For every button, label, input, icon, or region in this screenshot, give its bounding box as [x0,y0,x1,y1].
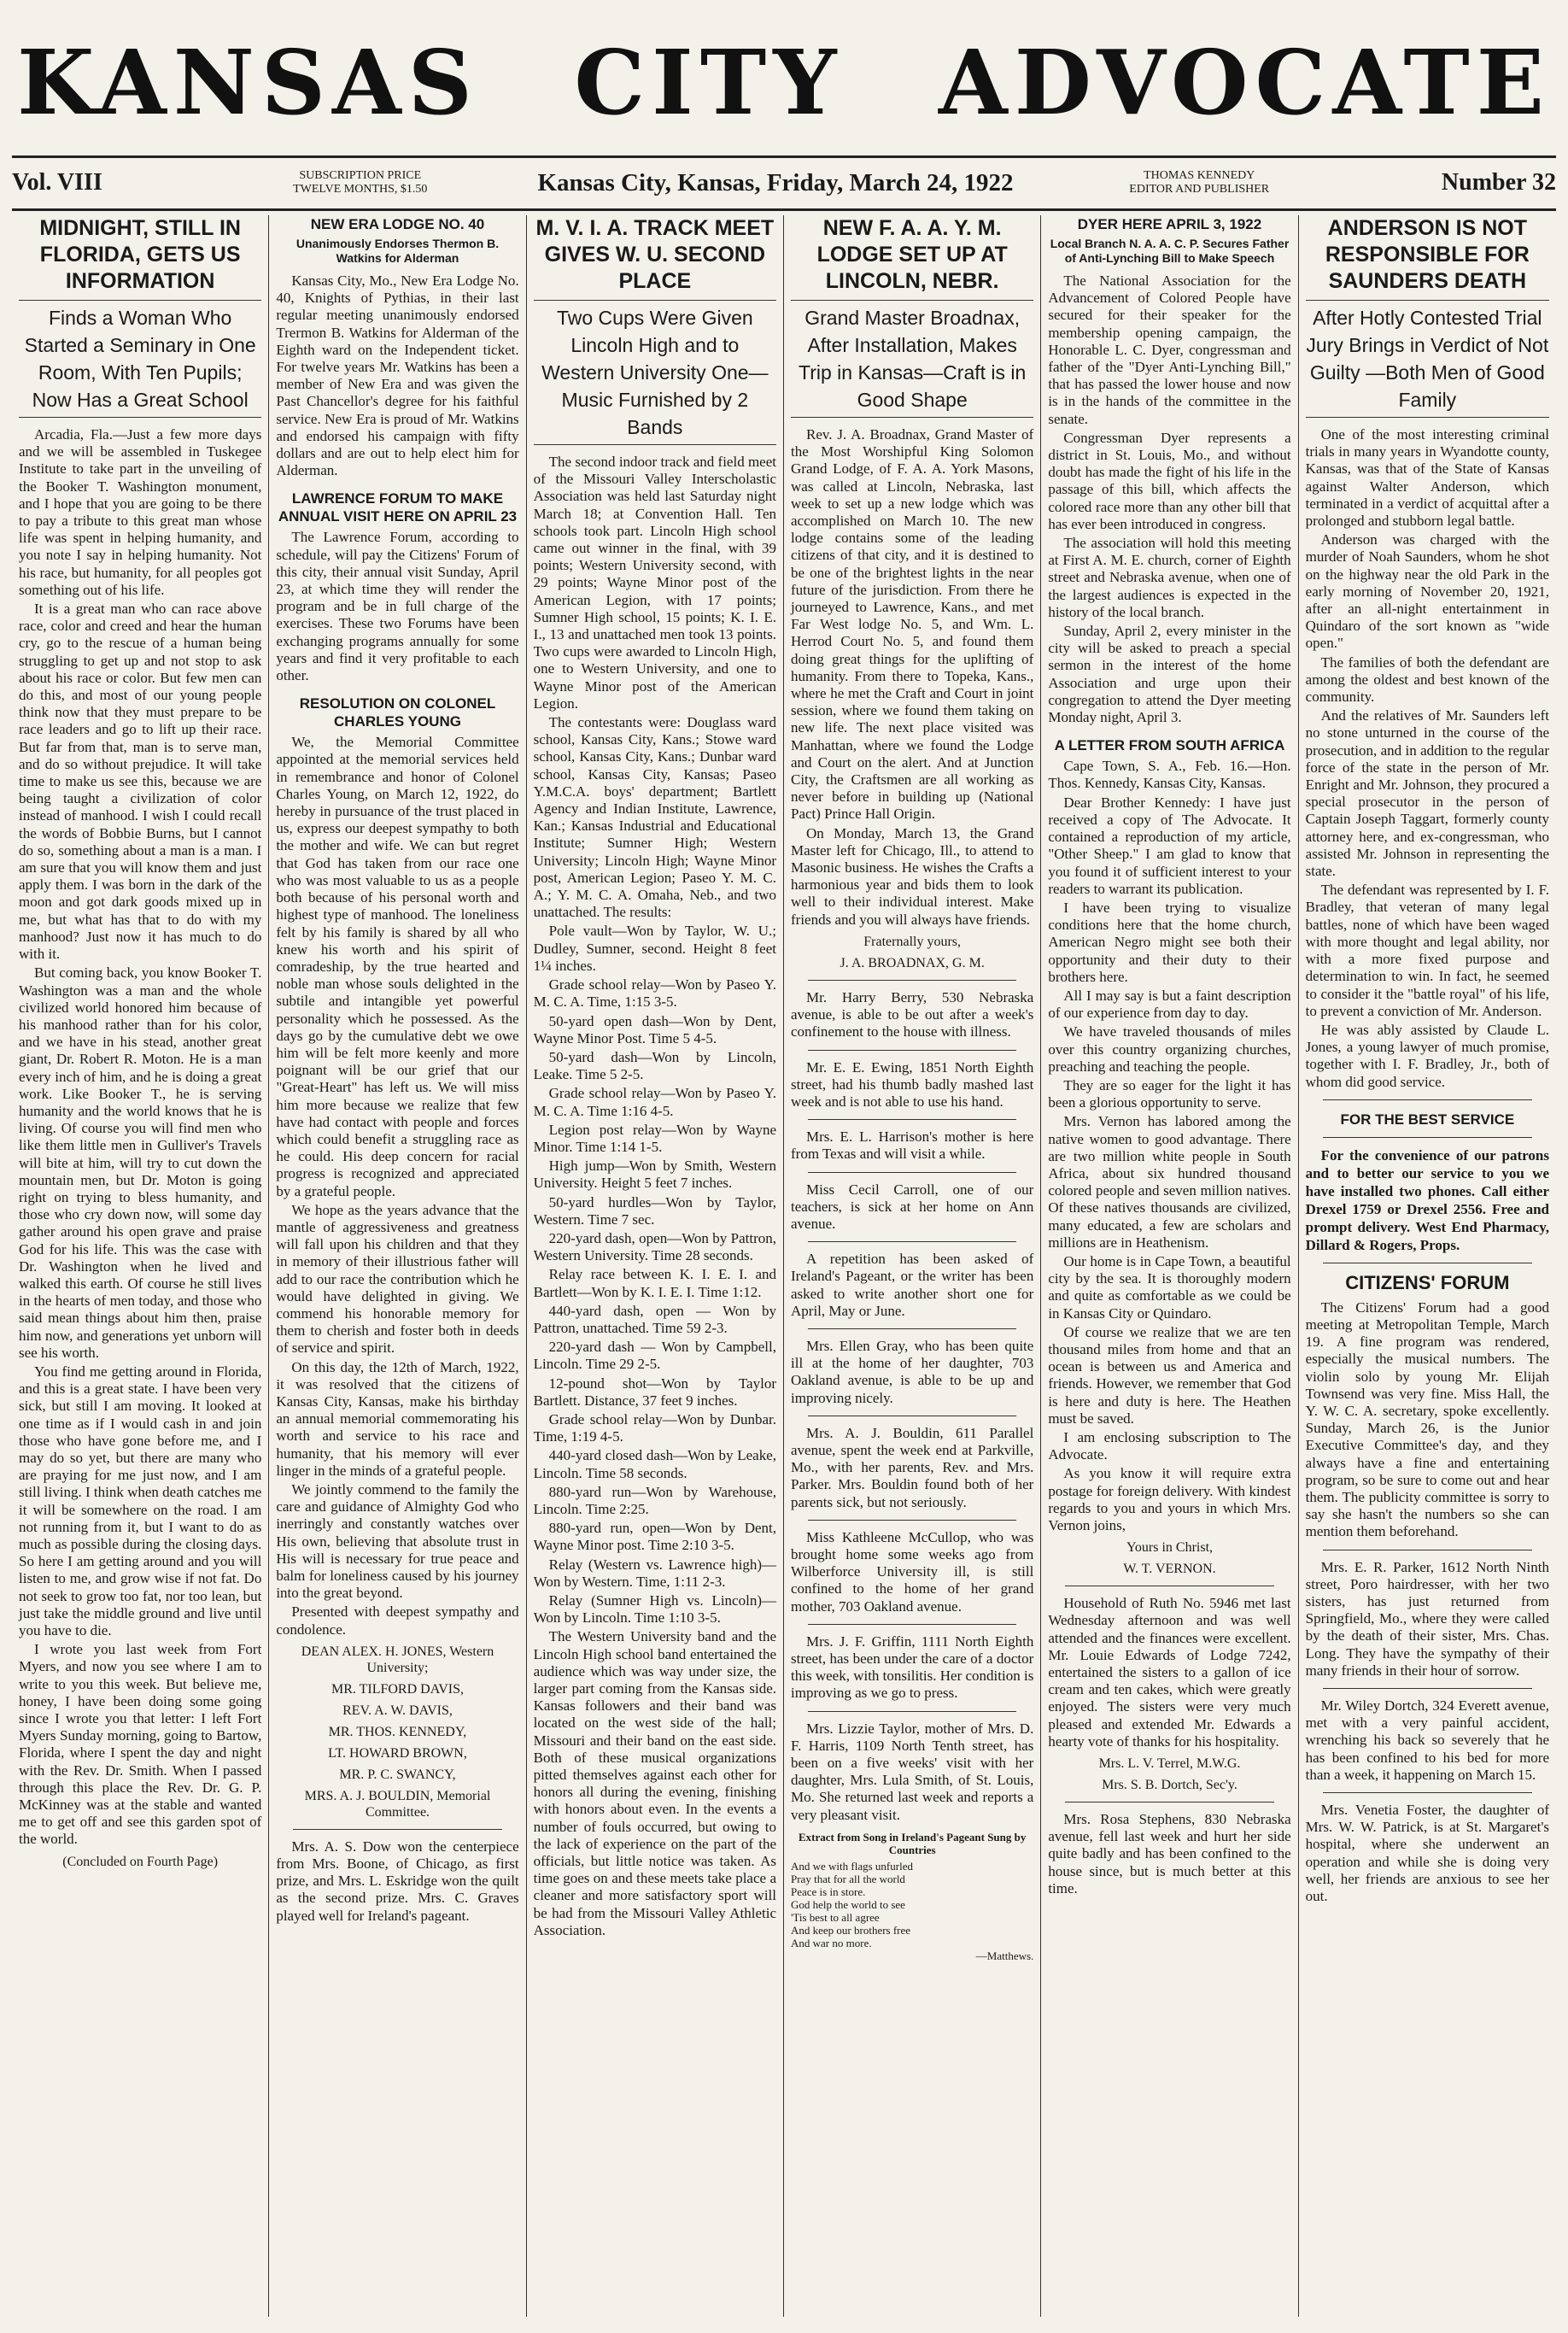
paragraph: As you know it will require extra postage for foreign delivery. With kindest regards to you and yours in which Mrs. Vernon joins, [1048,1465,1291,1534]
service-notice: For the convenience of our patrons and to better our service to you we have installed two phones. Call either Drexel 1759 or Drexel 2556. Free and prompt delivery. West End Pharmacy, Dillard & Rogers, Props. [1305,1146,1549,1253]
headline-anderson: ANDERSON IS NOT RESPONSIBLE FOR SAUNDERS DEATH [1325,216,1530,293]
song-line: Pray that for all the world [791,1872,905,1885]
result-line: 50-yard hurdles—Won by Taylor, Western. Time 7 sec. [533,1193,776,1228]
signature-name: J. A. BROADNAX, G. M. [840,955,985,970]
result-line: Grade school relay—Won by Paseo Y. M. C. A. Time 1:16 4-5. [533,1085,776,1119]
divider [808,1241,1016,1242]
paragraph: Sunday, April 2, every minister in the city will be asked to preach a special sermon in the interest of the home Association and urge upon their congregation to attend the Dyer meeting Monday night, April 3. [1048,623,1291,726]
paragraph: We, the Memorial Committee appointed at the memorial services held in remembrance and honor of Colonel Charles Young, on March 12, 1922, do hereby in pursuance of the trust placed in us, express our deepest sympathy to both the mother and wife. We can but regret that God has taken from our race one who was most valuable to us as a people both because of his personal worth and highest type of manhood. The loneliness felt by his family is shared by all who knew his worth and his spirit of comradeship, by the true hearted and noble man whose souls delighted in the subtile and intangible yet powerful personality which he possessed. As the days go by the cumulative debt we owe him will be felt more keenly and more poignant will be our grief that our "Great-Heart" has left us. We will miss him more because we realize that few have had contact with people and forces which could benefit a struggling race as he could. His deep concern for racial progress is recognized and appreciated by a grateful people. [276,734,519,1199]
paragraph: On Monday, March 13, the Grand Master left for Chicago, Ill., to attend to Masonic business. He wishes the Crafts a harmonious year and bids them to look well to their individual interest. Make friends and you will always have friends. [791,824,1034,928]
headline-citizens-forum: CITIZENS' FORUM [1345,1271,1510,1293]
paragraph: One of the most interesting criminal trials in many years in Wyandotte county, Kansas, was that of the State of Kansas against Walter Anderson, which terminated in a verdict of acquittal after a prolonged and stubborn legal battle. [1305,426,1549,530]
paragraph: Of course we realize that we are ten thousand miles from home and that an ocean is between us and America and friends. However, we remember that God is here and duty is here. The Heathen must be saved. [1048,1323,1291,1427]
divider [808,1328,1016,1329]
headline-midnight: MIDNIGHT, STILL IN FLORIDA, GETS US INFORMATION [39,216,241,293]
paragraph: The Citizens' Forum had a good meeting at Metropolitan Temple, March 19. A fine program was rendered, especially the musical numbers. The violin solo by young Mr. Elijah Townsend was very fine. Miss Hall, the Y. W. C. A. secretary, spoke excellently. Sunday, March 26, is the Junior Executive Committee's day, and they always have a fine and entertaining program, so be sure to come out and hear them. The publicity committee is sorry to say she hasn't the numbers so she can mention them beforehand. [1305,1298,1549,1540]
result-line: Relay (Western vs. Lawrence high)—Won by Western. Time, 1:11 2-3. [533,1556,776,1590]
masthead-word-kansas: KANSAS [17,30,479,135]
paragraph: I have been trying to visualize conditions here that the home church, American Negro might see both their opportunity and their duty to their brothers here. [1048,899,1291,985]
paragraph: On this day, the 12th of March, 1922, it was resolved that the citizens of Kansas City, Kansas, make his birthday an annual memorial commemorating his worth and service to his race and humanity, that his memory will ever linger in the minds of a grateful people. [276,1358,519,1479]
paragraph: The second indoor track and field meet of the Missouri Valley Interscholastic Association was held last Saturday night March 18; at Convention Hall. Ten schools took part. Lincoln High school came out winner in the final, with 39 points; Western University second, with 29 points; Wayne Minor post of the American Legion, with 17 points; Sumner High school, 15 points; K. I. E. I., 13 and unattached men took 13 points. Two cups were awarded to Lincoln High, one to Western University, and one to Wayne Minor post of the American Legion. [533,454,776,712]
paragraph: Presented with deepest sympathy and condolence. [276,1603,519,1638]
paragraph: The National Association for the Advancement of Colored People have secured for their speaker for the membership opening campaign, the Honorable L. C. Dyer, congressman and father of the "Dyer Anti-Lynching Bill," that has passed the lower house and now is in the hands of the committee in the senate. [1048,273,1291,427]
signature-line: Fraternally yours, [863,934,962,949]
masthead-word-city: CITY [574,30,844,135]
divider [1065,1802,1273,1803]
paragraph: I am enclosing subscription to The Advocate. [1048,1429,1291,1463]
result-line: 220-yard dash — Won by Campbell, Lincoln. Time 29 2-5. [533,1339,776,1373]
masthead-rule-top [12,155,1556,158]
result-line: Grade school relay—Won by Paseo Y. M. C. A. Time, 1:15 3-5. [533,976,776,1011]
result-line: 12-pound shot—Won by Taylor Bartlett. Distance, 37 feet 9 inches. [533,1375,776,1409]
divider [808,980,1016,981]
divider [808,1520,1016,1521]
subscription-price [266,169,454,196]
column-4 [784,215,1041,2317]
editor-credit [1097,169,1302,196]
headline-resolution: RESOLUTION ON COLONEL CHARLES YOUNG [299,695,496,730]
headline-dyer: DYER HERE APRIL 3, 1922 [1077,216,1262,232]
paragraph: We hope as the years advance that the mantle of aggressiveness and greatness will fall upon his children and that they in memory of their illustrious father will add to our race the contribution which he would have delighted in giving. We commend his honorable memory for them to cherish and foster both in deeds of service and spirit. [276,1201,519,1357]
columns [12,215,1556,2317]
editor-line-1: THOMAS KENNEDY [1144,169,1255,182]
signature-name: W. T. VERNON. [1123,1562,1216,1577]
deck-track-meet: Two Cups Were Given Lincoln High and to Western University One—Music Furnished by 2 Bands [534,300,776,445]
paragraph: Mr. Wiley Dortch, 324 Everett avenue, met with a very painful accident, wrenching his back so severely that he has been confined to his bed for more than a week, it happening on March 15. [1305,1697,1549,1783]
paragraph: Kansas City, Mo., New Era Lodge No. 40, Knights of Pythias, in their last regular meeting unanimously endorsed Trermon B. Watkins for Alderman of the Eighth ward on the Independent ticket. For twelve years Mr. Watkins has been a member of New Era and was given the Past Chancellor's degree for his faithful service. New Era is proud of Mr. Watkins and endorsed his campaign with fifty dollars and are out to help elect him for Alderman. [276,273,519,479]
editor-line-2: EDITOR AND PUBLISHER [1129,183,1270,196]
column-3 [527,215,784,2317]
result-line: 440-yard closed dash—Won by Leake, Lincoln. Time 58 seconds. [533,1447,776,1481]
headline-south-africa: A LETTER FROM SOUTH AFRICA [1054,737,1285,754]
headline-lawrence-forum: LAWRENCE FORUM TO MAKE ANNUAL VISIT HERE ON APRIL 23 [278,490,518,525]
result-line: 440-yard dash, open — Won by Pattron, unattached. Time 59 2-3. [533,1302,776,1336]
result-line: 880-yard run, open—Won by Dent, Wayne Minor post. Time 2:10 3-5. [533,1520,776,1554]
song-line: And we with flags unfurled [791,1859,913,1873]
result-line: 880-yard run—Won by Warehouse, Lincoln. Time 2:25. [533,1483,776,1517]
signer: MR. THOS. KENNEDY, [328,1724,467,1739]
paragraph: He was ably assisted by Claude L. Jones, a young lawyer of much promise, together with I. F. Bradley, Jr., both of whom did good service. [1305,1021,1549,1090]
divider [293,1829,501,1830]
song-title: Extract from Song in Ireland's Pageant Sung by Countries [798,1830,1027,1856]
divider [1323,1137,1532,1138]
masthead-word-advocate: ADVOCATE [939,30,1551,135]
paragraph: Mrs. Venetia Foster, the daughter of Mrs. W. W. Patrick, is at St. Margaret's hospital, where she underwent an operation and while she is doing very well, her friends are anxious to see her out. [1305,1802,1549,1905]
headline-new-era-lodge: NEW ERA LODGE NO. 40 [310,216,485,232]
deck-lodge-lincoln: Grand Master Broadnax, After Installation, Makes Trip in Kansas—Craft is in Good Shape [791,300,1033,418]
paragraph: The Western University band and the Lincoln High school band entertained the audience which was way under size, the larger part coming from the Kansas side. Kansas followers and their band was located on the west side of the hall; Missouri and their band on the east side. Both of these musical organizations pitted themselves against each other for honors all during the evening, finishing with honors about even. In the events a number of fouls occurred, but owing to the lack of experience on the part of the officials, but little notice was taken. As time goes on and these meets take place a cleaner and more satisfactory sport will be had from the Missouri Valley Athletic Association. [533,1628,776,1938]
song-author: —Matthews. [975,1949,1034,1962]
news-item: Mrs. Ellen Gray, who has been quite ill at the home of her daughter, 703 Oakland avenue, is able to be up and improving nicely. [791,1337,1034,1406]
column-5 [1041,215,1298,2317]
result-line: Grade school relay—Won by Dunbar. Time, 1:19 4-5. [533,1410,776,1445]
paragraph: We jointly commend to the family the care and guidance of Almighty God who inerringly and constantly watches over His own, believing that absolute trust in His will is necessary for true peace and balm for loneliness caused by his journey into the great beyond. [276,1481,519,1602]
song-line: 'Tis best to all agree [791,1910,880,1924]
continued-note: (Concluded on Fourth Page) [62,1854,219,1869]
dateline: Kansas City, Kansas, Friday, March 24, 1922 [537,168,1014,196]
paragraph: The association will hold this meeting at First A. M. E. church, corner of Eighth street and Nebraska avenue, when one of the largest audiences is expected in the history of the local branch. [1048,535,1291,620]
news-item: Miss Kathleene McCullop, who was brought home some weeks ago from Wilberforce University ill, is still confined to the home of her grand mother, 703 Oakland avenue. [791,1528,1034,1615]
paragraph: The defendant was represented by I. F. Bradley, that veteran of many legal battles, none of which have been waged with more thought and legal ability, nor with a more fixed purpose and determination to win. In fact, he seemed to consider it the "battle royal" of his life, to prevent a conviction of Mr. Anderson. [1305,882,1549,1019]
paragraph: Arcadia, Fla.—Just a few more days and we will be assembled in Tuskegee Institute to take part in the unveiling of the Booker T. Washington monument, and I hope that you are going to be there to pay a tribute to this great man whose life was spent in helping humanity, and you note I say in helping humanity. Not his race, but humanity, for all peoples got something out of his life. [19,426,262,598]
masthead-rule-bottom [12,208,1556,211]
info-bar [12,161,1556,205]
paragraph: We have traveled thousands of miles over this country organizing churches, preaching and teaching the people. [1048,1023,1291,1075]
paragraph: Dear Brother Kennedy: I have just received a copy of The Advocate. It contained a reproduction of my article, "Other Sheep." I am glad to know that you found it of sufficient interest to your readers to warrant its publication. [1048,794,1291,897]
divider [1323,1792,1532,1793]
result-line: Relay race between K. I. E. I. and Bartlett—Won by K. I. E. I. Time 1:12. [533,1266,776,1300]
divider [808,1050,1016,1051]
deck-anderson: After Hotly Contested Trial Jury Brings in Verdict of Not Guilty —Both Men of Good Family [1306,300,1549,418]
news-item: Mr. E. E. Ewing, 1851 North Eighth street, had his thumb badly mashed last week and is not able to use his hand. [791,1058,1034,1110]
result-line: High jump—Won by Smith, Western University. Height 5 feet 7 inches. [533,1158,776,1192]
column-6 [1299,215,1556,2317]
news-item: Miss Cecil Carroll, one of our teachers, is sick at her home on Ann avenue. [791,1181,1034,1232]
result-line: Relay (Sumner High vs. Lincoln)—Won by Lincoln. Time 1:10 3-5. [533,1592,776,1627]
signature-line: Yours in Christ, [1126,1540,1214,1556]
song-line: And war no more. [791,1936,872,1949]
signature-name: Mrs. L. V. Terrel, M.W.G. [1098,1756,1241,1772]
divider [1323,1099,1532,1100]
result-line: Legion post relay—Won by Wayne Minor. Time 1:14 1-5. [533,1121,776,1155]
paragraph: Mrs. Rosa Stephens, 830 Nebraska avenue, fell last week and hurt her side quite badly and has been confined to the house since, but is much better at this time. [1048,1811,1291,1896]
result-line: 50-yard dash—Won by Lincoln, Leake. Time 5 2-5. [533,1048,776,1083]
song-line: And keep our brothers free [791,1923,911,1937]
paragraph: It is a great man who can race above race, color and creed and hear the human cry, go to the rescue of a human being struggling to get up and not stop to ask about his race or color. But few men can do this, and most of our young people think now that they must prepare to be race leaders and go to lift up their race. But far from that, man is to serve man, and do so without prejudice. It will take time to make us see this, because we are being taught a civilization of color instead of manhood. I wish I could recall the words of Bobbie Burns, but I cannot do so, something about a man is a man. I am sure that you will know them and just apply them. I was born in the dark of the moon and got dark goods mixed up in me, but what has that to do with my manhood? Just now it has much to do with it. [19,601,262,963]
paragraph: You find me getting around in Florida, and this is a great state. I have been very sick, but still I am moving. It looked at one time as if I would cash in and join those who have gone before me, and I may do so yet, but there are many who are praying for me just now, and I am still living. I think when death catches me it will be somewhere on the road. I am not running from it, but I want to do as much as possible during the closing days. So here I am getting around and you will listen to me, and grow wise if not fat. Do not seek to grow too fat, nor too lean, but just take the middle ground and live until you have to die. [19,1363,262,1639]
paragraph: Congressman Dyer represents a district in St. Louis, Mo., and without doubt has made the fight of his life in the passage of this bill, which affects the colored race more than any other bill that has ever been introduced in congress. [1048,429,1291,532]
headline-best-service: FOR THE BEST SERVICE [1340,1111,1515,1128]
paragraph: All I may say is but a faint description of our experience from day to day. [1048,987,1291,1022]
paragraph: Anderson was charged with the murder of Noah Saunders, whom he shot on the highway near the old Park in the early morning of November 20, 1921, after an all-night entertainment in Quindaro of the sort known as "wide open." [1305,531,1549,652]
news-item: A repetition has been asked of Ireland's Pageant, or the writer has been asked to write another short one for April, May or June. [791,1251,1034,1319]
song-line: Peace is in store. [791,1885,866,1898]
signer: DEAN ALEX. H. JONES, Western University; [301,1644,494,1675]
volume: Vol. VIII [12,169,102,196]
paragraph: But coming back, you know Booker T. Washington was a man and the whole civilized world honored him because of his manhood rather than for his color, and we have in his stead, another great giant, Dr. Robert R. Moton. He is a man every inch of him, and he is doing a great work. Like Booker T., he is serving humanity and the world knows that he is living. Of course you will find men who like them little men in Gulliver's Travels will bite at him, will try to cut down the mountain men, but Dr. Moton is going right on trying to bless humanity, and those who cry down now, will some day gather around his open grave and praise God for his life. This was the case with Dr. Washington when he lived and walked this earth. Of course he still lives in the hearts of men today, and those who said mean things about him then, praise him now, and generations yet unborn will see his worth. [19,964,262,1361]
deck-new-era-lodge: Unanimously Endorses Thermon B. Watkins for Alderman [295,237,500,265]
paragraph: The contestants were: Douglass ward school, Kansas City, Kans.; Stowe ward school, Kansas City, Kans.; Dunbar ward school, Kansas City, Kansas; Paseo Y.M.C.A. boys' department; Bartlett Agency and Indian Institute, Lawrence, Kan.; Kansas Industrial and Educational Institute; Sumner High; Western University; Lincoln High; Wayne Minor post, American Legion; Paseo Y. M. C. A.; Y. M. C. A. Omaha, Neb., and two unattached. The results: [533,714,776,921]
paragraph: Our home is in Cape Town, a beautiful city by the sea. It is thoroughly modern and quite as comfortable as we could be in Kansas City or Quindaro. [1048,1252,1291,1322]
deck-dyer: Local Branch N. A. A. C. P. Secures Father of Anti-Lynching Bill to Make Speech [1050,237,1290,265]
column-1 [12,215,269,2317]
signer: MR. P. C. SWANCY, [339,1767,456,1782]
signature-name: Mrs. S. B. Dortch, Sec'y. [1102,1778,1237,1793]
divider [808,1119,1016,1120]
news-item: Mrs. A. J. Bouldin, 611 Parallel avenue, spent the week end at Parkville, Mo., with her parents, Rev. and Mrs. Parker. Mrs. Bouldin found both of her parents sick, but not seriously. [791,1424,1034,1510]
headline-lodge-lincoln: NEW F. A. A. Y. M. LODGE SET UP AT LINCOLN, NEBR. [816,216,1008,293]
paragraph: I wrote you last week from Fort Myers, and now you see where I am to write to you this week. But believe me, honey, I have been doing some going since I wrote you that letter: I left Fort Myers Sunday morning, going to Bartow, Florida, where I spent the day and night with the Rev. Dr. Smith. When I passed through this place the Rev. Dr. G. P. McKinney was at the stable and wanted me to get off and see this garden spot of the world. [19,1641,262,1848]
signer: REV. A. W. DAVIS, [342,1703,453,1718]
song-line: God help the world to see [791,1897,905,1911]
paragraph: Mrs. A. S. Dow won the centerpiece from Mrs. Boone, of Chicago, as first prize, and Mrs. L. Eskridge won the quilt as the second prize. Mrs. C. Graves played well for Ireland's pageant. [276,1838,519,1924]
divider [1323,1688,1532,1689]
subscription-line-1: SUBSCRIPTION PRICE [299,169,422,182]
paragraph: And the relatives of Mr. Saunders left no stone unturned in the course of the prosecution, and in addition to the regular force of the state in the person of Mr. Enright and Mr. Johnson, they procured a special prosecutor in the person of Captain Joseph Taggart, formerly county attorney here, and ex-congressman, who assisted Mr. Johnson in representing the state. [1305,707,1549,880]
paragraph: The families of both the defendant are among the oldest and best known of the community. [1305,654,1549,706]
deck-midnight: Finds a Woman Who Started a Seminary in One Room, With Ten Pupils; Now Has a Great School [19,300,261,418]
masthead-title [17,30,1551,135]
news-item: Mrs. Lizzie Taylor, mother of Mrs. D. F. Harris, 1109 North Tenth street, has been on a five weeks' visit with her daughter, Mrs. Lula Smith, of St. Louis, Mo. She returned last week and reports a very pleasant visit. [791,1720,1034,1823]
paragraph: Mrs. Vernon has labored among the native women to good advantage. There are two million white people in South Africa, about six hundred thousand colored people and seven million natives. Of these natives thousands are civilized, many educated, a few are scholars and millions are in Heathenism. [1048,1113,1291,1251]
paragraph: Rev. J. A. Broadnax, Grand Master of the Most Worshipful King Solomon Grand Lodge, of F. A. A. York Masons, was called at Lincoln, Nebraska, last week to set up a new lodge which was accomplished on March 10. The new lodge contains some of the leading citizens of that city, and it is destined to be one of the brightest lights in the near future of the jurisdiction. From there he journeyed to Lawrence, Kans., and met Far West lodge No. 5, and Wm. L. Herrod Court No. 5, and found them doing great things for the uplifting of humanity. From there to Topeka, Kans., where he met the Craft and Court in joint session, where we found them taking on new life. The next place visited was Manhattan, where we found the Lodge and Court on the alert. And at Junction City, the Craftsmen are all working as never before in building up (National Pact) Prince Hall Origin. [791,426,1034,823]
signer: MR. TILFORD DAVIS, [331,1681,464,1697]
signer: MRS. A. J. BOULDIN, Memorial Committee. [304,1788,491,1820]
result-line: Pole vault—Won by Taylor, W. U.; Dudley, Sumner, second. Height 8 feet 1¼ inches. [533,923,776,974]
divider [808,1711,1016,1712]
song-extract [791,1831,1033,1962]
news-item: Mrs. J. F. Griffin, 1111 North Eighth street, has been under the care of a doctor this week, with tonsilitis. Her condition is improving as we go to press. [791,1633,1034,1702]
paragraph: The Lawrence Forum, according to schedule, will pay the Citizens' Forum of this city, their annual visit Sunday, April 23, at which time they will render the program and be in full charge of the exercises. These two Forums have been exchanging programs annually for some years and find it very profitable to each other. [276,529,519,684]
divider [808,1172,1016,1173]
signer: LT. HOWARD BROWN, [328,1745,467,1761]
paragraph: They are so eager for the light it has been a glorious opportunity to serve. [1048,1076,1291,1111]
column-2 [269,215,526,2317]
subscription-line-2: TWELVE MONTHS, $1.50 [293,183,428,196]
headline-track-meet: M. V. I. A. TRACK MEET GIVES W. U. SECOND PLACE [535,216,775,293]
result-line: 50-yard open dash—Won by Dent, Wayne Minor Post. Time 5 4-5. [533,1012,776,1046]
news-item: Mrs. E. L. Harrison's mother is here from Texas and will visit a while. [791,1128,1034,1163]
result-line: 220-yard dash, open—Won by Pattron, Western University. Time 28 seconds. [533,1229,776,1264]
news-item: Mr. Harry Berry, 530 Nebraska avenue, is able to be out after a week's confinement to the house with illness. [791,988,1034,1040]
paragraph: Household of Ruth No. 5946 met last Wednesday afternoon and was well attended and the finances were excellent. Mr. Louie Edwards of Lodge 7242, entertained the sisters to a gallon of ice cream and ten cakes, which were greatly enjoyed. The sisters were very much pleased and extended Mr. Edwards a hearty vote of thanks for his hospitality. [1048,1595,1291,1750]
issue-number: Number 32 [1441,169,1556,196]
masthead [0,0,1568,145]
divider [808,1624,1016,1625]
paragraph: Mrs. E. R. Parker, 1612 North Ninth street, Poro hairdresser, with her two sisters, has just returned from Springfield, Mo., where they were called by the death of their sister, Mrs. Chas. Long. They have the sympathy of their many friends in their hour of sorrow. [1305,1558,1549,1679]
paragraph: Cape Town, S. A., Feb. 16.—Hon. Thos. Kennedy, Kansas City, Kansas. [1048,758,1291,792]
